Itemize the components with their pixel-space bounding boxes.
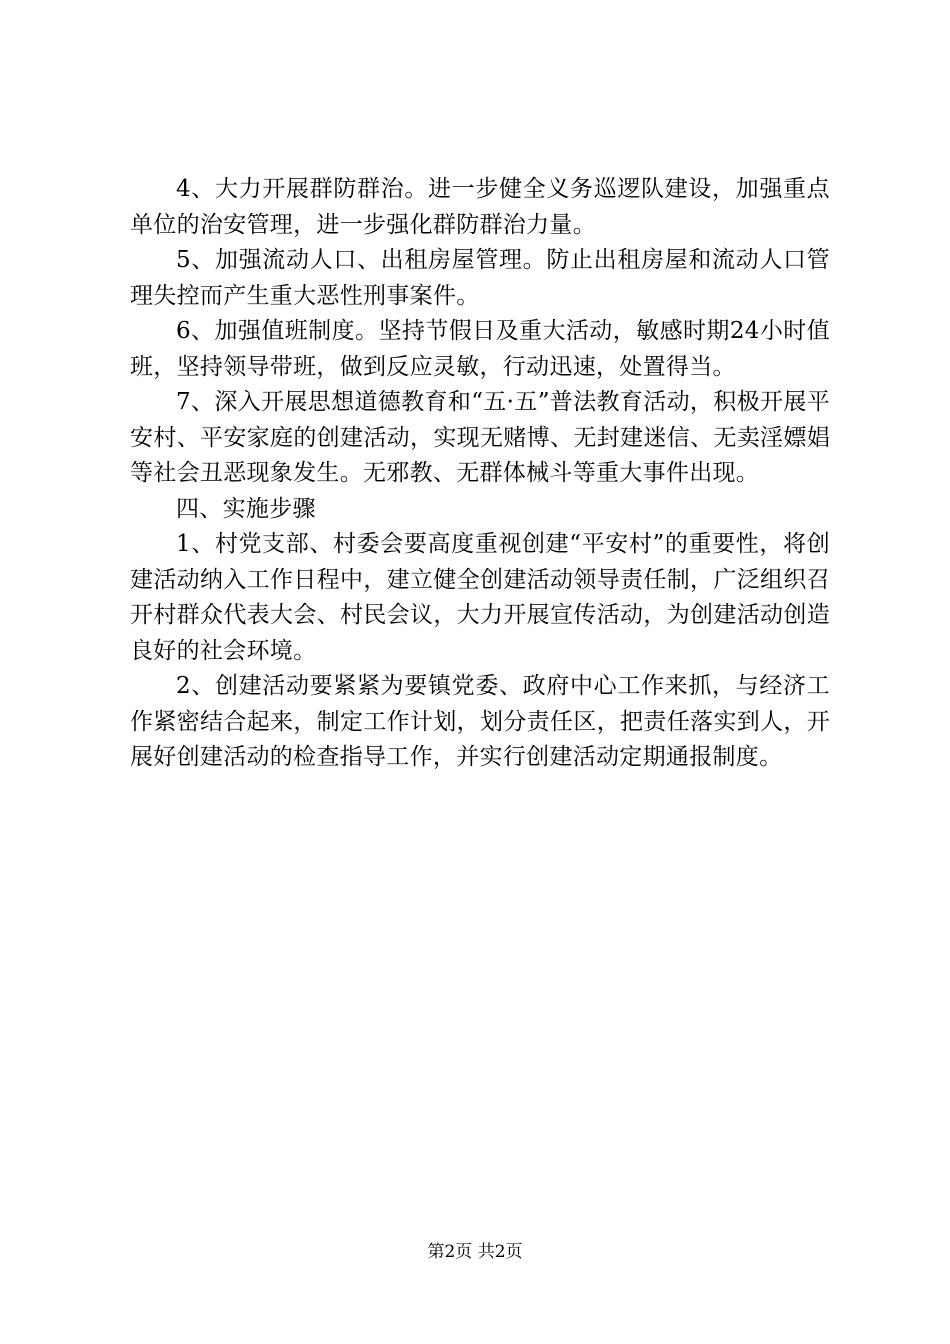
page-number-indicator: 第2页 共2页 [427,1242,523,1262]
paragraph-item-6: 6、加强值班制度。坚持节假日及重大活动，敏感时期24小时值班，坚持领导带班，做到反应灵敏，行动迅速，处置得当。 [130,318,830,380]
paragraph-item-5: 5、加强流动人口、出租房屋管理。防止出租房屋和流动人口管理失控而产生重大恶性刑事案件。 [130,247,830,309]
paragraph-item-4: 4、大力开展群防群治。进一步健全义务巡逻队建设，加强重点单位的治安管理，进一步强化群防群治力量。 [130,176,830,238]
paragraph-step-2: 2、创建活动要紧紧为要镇党委、政府中心工作来抓，与经济工作紧密结合起来，制定工作计划，划分责任区，把责任落实到人，开展好创建活动的检查指导工作，并实行创建活动定期通报制度。 [130,673,830,770]
paragraph-item-7: 7、深入开展思想道德教育和“五·五”普法教育活动，积极开展平安村、平安家庭的创建活动，实现无赌博、无封建迷信、无卖淫嫖娼等社会丑恶现象发生。无邪教、无群体械斗等重大事件出现。 [130,389,830,486]
page-footer [0,1240,950,1264]
document-body [130,172,830,776]
section-heading-implementation-steps: 四、实施步骤 [176,495,316,522]
paragraph-step-1: 1、村党支部、村委会要高度重视创建“平安村”的重要性，将创建活动纳入工作日程中，建立健全创建活动领导责任制，广泛组织召开村群众代表大会、村民会议，大力开展宣传活动，为创建活动创造良好的社会环境。 [130,531,830,664]
